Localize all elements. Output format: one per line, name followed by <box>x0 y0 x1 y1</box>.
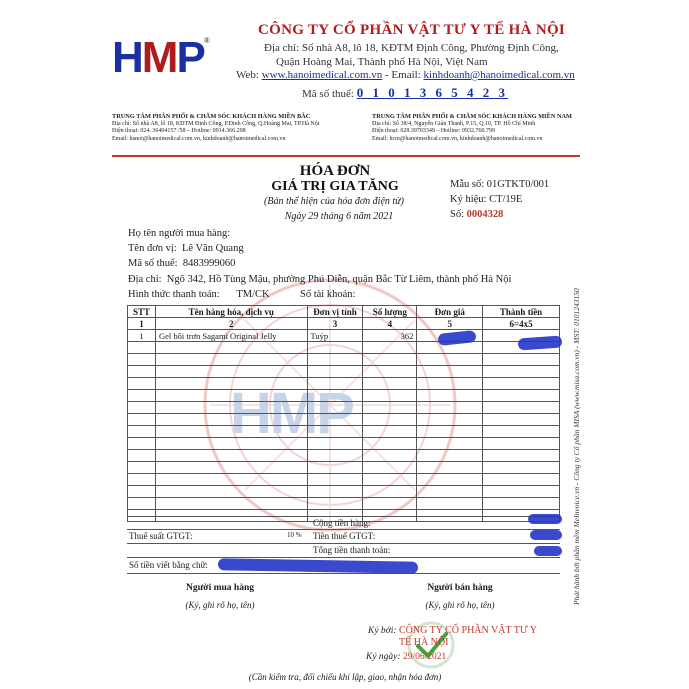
col-number: 5 <box>417 318 483 330</box>
logo-text <box>112 33 204 82</box>
table-row-empty <box>128 462 560 474</box>
col-header-price: Đơn giá <box>417 306 483 318</box>
logo-letter: P <box>176 33 204 82</box>
north-center <box>112 113 367 143</box>
total-row <box>127 544 560 558</box>
number-value: 0004328 <box>466 209 504 220</box>
symbol-value: CT/19E <box>489 194 523 205</box>
table-row-empty <box>128 390 560 402</box>
company-logo <box>112 33 242 82</box>
vat-amount-label: Tiền thuế GTGT: <box>313 531 376 541</box>
buyer-address-value: Ngõ 342, Hồ Tùng Mậu, phường Phú Diễn, quận Bắc Từ Liêm, thành phố Hà Nội <box>166 274 512 285</box>
col-number: 4 <box>363 318 417 330</box>
logo-letter: M <box>141 33 177 82</box>
form-label: Mẫu số: <box>450 179 485 190</box>
invoice-title: HÓA ĐƠN <box>299 163 371 179</box>
south-center <box>372 113 582 143</box>
table-row-empty <box>128 342 560 354</box>
cell-unit: Tuýp <box>307 330 363 342</box>
buyer-signature-title: Người mua hàng <box>186 583 254 593</box>
col-header-qty: Số lượng <box>363 306 417 318</box>
invoice-number <box>450 209 503 220</box>
col-number: 1 <box>128 318 156 330</box>
buyer-name: Họ tên người mua hàng: <box>128 228 231 239</box>
table-row-empty <box>128 402 560 414</box>
company-address-line2: Quận Hoàng Mai, Thành phố Hà Nội, Việt Nam <box>276 56 488 68</box>
signed-date-label <box>366 652 446 662</box>
table-row-empty <box>128 474 560 486</box>
account-number: Số tài khoản: <box>300 289 356 300</box>
signed-by-label: Ký bởi: <box>368 626 397 636</box>
table-row-empty <box>128 438 560 450</box>
north-center-title: TRUNG TÂM PHÂN PHỐI & CHĂM SÓC KHÁCH HÀNG MIỀN BẮC <box>112 113 311 120</box>
company-tax <box>302 85 508 101</box>
total-label: Tổng tiền thanh toán: <box>313 545 391 555</box>
payment-method <box>128 289 270 300</box>
invoice-subtitle: (Bản thể hiện của hóa đơn điện tử) <box>264 196 404 207</box>
signed-date-value: 29/06/2021 <box>402 652 447 662</box>
signed-by-value: CÔNG TY CỔ PHẦN VẬT TƯ Y TẾ HÀ NỘI <box>399 625 537 648</box>
email-link[interactable]: kinhdoanh@hanoimedical.com.vn <box>423 69 575 81</box>
col-header-name: Tên hàng hóa, dịch vụ <box>155 306 307 318</box>
web-link[interactable]: www.hanoimedical.com.vn <box>261 69 383 81</box>
col-number: 2 <box>155 318 307 330</box>
south-center-title: TRUNG TÂM PHÂN PHỐI & CHĂM SÓC KHÁCH HÀNG MIỀN NAM <box>372 113 572 120</box>
seller-signature-title: Người bán hàng <box>427 583 493 593</box>
form-number <box>450 179 549 190</box>
buyer-signature-sub: (Ký, ghi rõ họ, tên) <box>185 600 255 610</box>
unit-value: Lê Văn Quang <box>181 243 244 254</box>
table-row-empty <box>128 414 560 426</box>
tax-label: Mã số thuế: <box>302 88 354 100</box>
table-row-empty <box>128 354 560 366</box>
north-center-phone: Điện thoại: 024. 36404157 /58 – Hotline: 0914.366.298 <box>112 128 246 134</box>
buyer-tax-value: 8483999060 <box>182 258 236 269</box>
col-header-unit: Đơn vị tính <box>307 306 363 318</box>
buyer-address <box>128 274 511 285</box>
cell-qty: 362 <box>363 330 417 342</box>
subtotal-row <box>127 516 560 530</box>
number-label: Số: <box>450 209 465 220</box>
buyer-tax-label: Mã số thuế: <box>128 258 178 269</box>
buyer-tax <box>128 258 235 269</box>
north-center-email: Email: hanoi@hanoimedical.com.vn, kinhdoanh@hanoimedical.com.vn <box>112 135 286 142</box>
table-row-empty <box>128 498 560 510</box>
redaction-mark <box>530 530 562 540</box>
cell-stt: 1 <box>128 330 156 342</box>
seller-signature-sub: (Ký, ghi rõ họ, tên) <box>425 600 495 610</box>
registered-icon: ® <box>203 36 210 45</box>
table-row-empty <box>128 486 560 498</box>
watermark-logo: HMP <box>230 381 353 446</box>
symbol <box>450 194 522 205</box>
web-label: Web: <box>236 69 259 81</box>
subtotal-label: Cộng tiền hàng: <box>313 518 371 528</box>
company-address-line1: Địa chỉ: Số nhà A8, lô 18, KĐTM Định Công, Phường Định Công, <box>264 42 559 54</box>
col-number: 6=4x5 <box>483 318 560 330</box>
company-name: CÔNG TY CỔ PHẦN VẬT TƯ Y TẾ HÀ NỘI <box>258 22 566 38</box>
payment-value: TM/CK <box>236 289 270 300</box>
table-row-empty <box>128 378 560 390</box>
form-value: 01GTKT0/001 <box>486 179 550 190</box>
symbol-label: Ký hiệu: <box>450 194 487 205</box>
table-row-empty <box>128 426 560 438</box>
payment-label: Hình thức thanh toán: <box>128 289 220 300</box>
email-label: - Email: <box>385 69 421 81</box>
south-center-address: Địa chỉ: Số 38/4, Nguyễn Giản Thanh, P.15, Q.10, TP. Hồ Chí Minh <box>372 120 536 127</box>
amount-words-label: Số tiền viết bằng chữ: <box>129 560 208 570</box>
vat-rate-value: 10 % <box>287 531 302 539</box>
footer-note: (Cần kiểm tra, đối chiếu khi lập, giao, nhận hóa đơn) <box>248 672 442 682</box>
table-row-empty <box>128 366 560 378</box>
invoice-title-vat: GIÁ TRỊ GIA TĂNG <box>271 179 399 194</box>
vat-rate-label: Thuế suất GTGT: <box>129 531 193 541</box>
vat-row <box>127 530 560 544</box>
buyer-address-label: Địa chỉ: <box>128 274 162 285</box>
north-center-address: Địa chỉ: Số nhà A8, lô 18, KĐTM Định Công, P.Định Công, Q.Hoàng Mai, TP.Hà Nội <box>112 120 320 127</box>
header-divider <box>112 155 580 157</box>
company-web-email <box>236 69 575 81</box>
south-center-phone: Điện thoại: 028.39703349 – Hotline: 0932.760.799 <box>372 128 495 134</box>
col-header-amount: Thành tiền <box>483 306 560 318</box>
cell-name: Gel bôi trơn Sagami Original Jelly <box>155 330 307 342</box>
table-row-empty <box>128 450 560 462</box>
logo-letter: H <box>112 33 142 82</box>
buyer-unit <box>128 243 244 254</box>
south-center-email: Email: hcm@hanoimedical.com.vn, kinhdoanh@hanoimedical.com.vn <box>372 135 543 142</box>
tax-code: 0 1 0 1 3 6 5 4 2 3 <box>356 85 508 100</box>
invoice-date: Ngày 29 tháng 6 năm 2021 <box>284 211 394 222</box>
items-table <box>127 305 560 522</box>
redaction-mark <box>534 546 562 556</box>
unit-label: Tên đơn vị: <box>128 243 177 254</box>
signed-date-label-text: Ký ngày: <box>366 652 401 662</box>
software-side-note: Phát hành bởi phần mềm MeInvoice.vn - Công ty Cổ phần MISA (www.misa.com.vn) - MST: 0101243150 <box>572 288 581 605</box>
table-row <box>128 330 560 342</box>
col-header-stt: STT <box>128 306 156 318</box>
col-number: 3 <box>307 318 363 330</box>
table-colnum-row <box>128 318 560 330</box>
table-header-row <box>128 306 560 318</box>
redaction-mark <box>528 514 562 524</box>
